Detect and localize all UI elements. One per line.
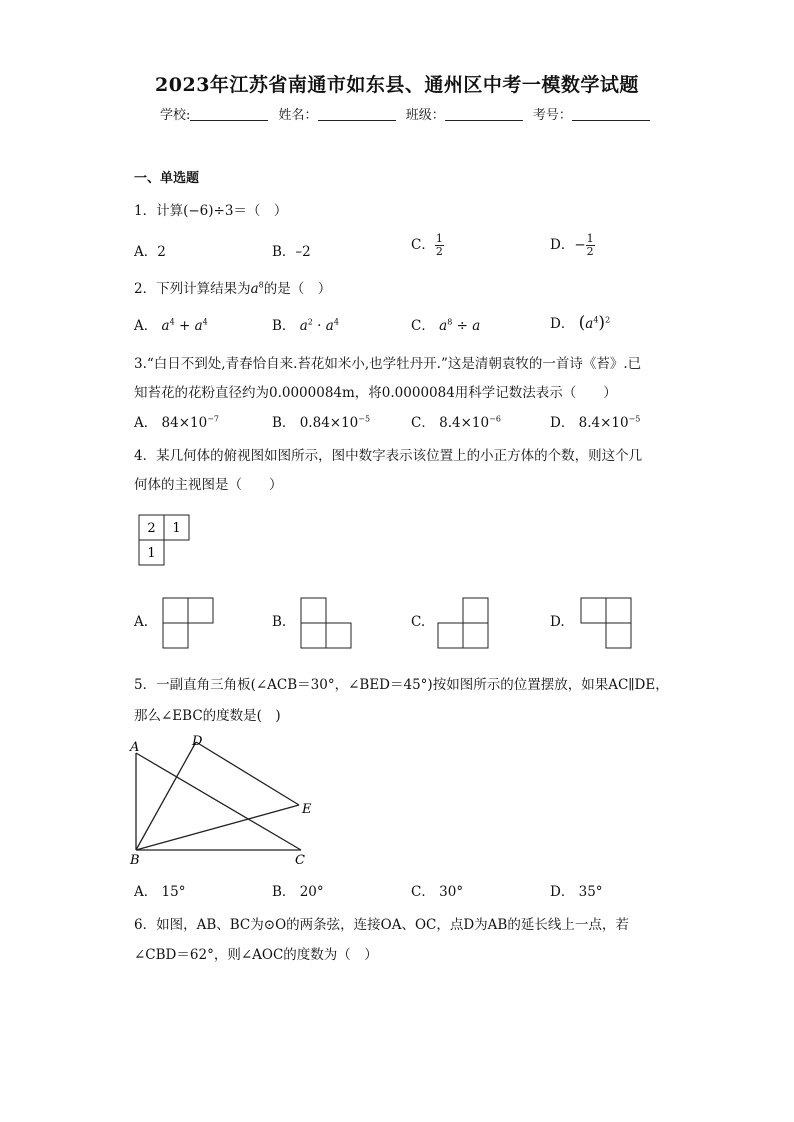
segment-be: [136, 805, 299, 850]
q3-option-d: D． $8.4\times 10^{-5}$: [550, 414, 641, 431]
q2-option-b: B． $a^2 \cdot a^4$: [272, 317, 339, 334]
point-d-label: D: [192, 734, 203, 749]
name-label: 姓名：: [278, 108, 318, 123]
point-a-label: A: [130, 740, 140, 755]
q1-option-a: A．2: [134, 244, 166, 260]
q3-option-c: C． $8.4\times 10^{-6}$: [411, 414, 501, 431]
question-3-line-2: 知苔花的花粉直径约为0.0000084m，将0.0000084用科学记数法表示（ ）: [134, 385, 617, 401]
q1-option-b: B．–2: [272, 244, 311, 260]
q4-option-a-figure: [162, 597, 216, 649]
point-b-label: B: [130, 853, 140, 868]
q5-triangle-figure: [126, 732, 326, 868]
point-e-label: E: [302, 802, 312, 817]
question-4-line-1: 4．某几何体的俯视图如图所示，图中数字表示该位置上的小正方体的个数，则这个几: [134, 448, 643, 464]
q2-option-c: C． $a^8 \div a$: [411, 317, 481, 334]
q4-top-view-figure: [138, 514, 198, 566]
question-4-line-2: 何体的主视图是（ ）: [134, 477, 283, 493]
info-line: [160, 104, 656, 123]
question-6-line-1: 6．如图，AB、BC为⊙O的两条弦，连接OA、OC，点D为AB的延长线上一点，若: [134, 917, 629, 933]
q2-option-d: D． $(a^4)^2$: [550, 313, 611, 333]
page-title: 2023年江苏省南通市如东县、通州区中考一模数学试题: [155, 74, 639, 96]
top-view-count: 1: [147, 546, 156, 561]
q1-option-d: D．− $\frac{1}{2}$: [550, 232, 594, 258]
top-view-count: 1: [172, 521, 181, 536]
q4-option-b-label: B.: [272, 614, 287, 630]
school-label: 学校:: [160, 108, 191, 123]
q4-option-d-figure: [580, 597, 634, 649]
q4-option-d-label: D.: [550, 614, 565, 630]
question-2-stem: 2．下列计算结果为$a^8$的是（ ）: [134, 280, 332, 297]
question-5-line-1: 5．一副直角三角板(∠ACB＝30°，∠BED＝45°)按如图所示的位置摆放，如果AC∥DE，: [134, 677, 669, 693]
q4-option-c-label: C.: [411, 614, 426, 630]
q2-option-a: A． $a^4 + a^4$: [134, 317, 208, 334]
exam-no-blank: [572, 106, 650, 121]
question-3-line-1: 3.“白日不到处,青春恰自来.苔花如米小,也学牡丹开.”这是清朝袁牧的一首诗《苔》.已: [134, 356, 642, 372]
q3-option-b: B． $0.84\times 10^{-5}$: [272, 414, 371, 431]
question-1-stem: 1．计算(−6)÷3＝（ ）: [134, 203, 288, 219]
segment-de: [196, 742, 299, 805]
q4-option-c-figure: [437, 597, 491, 649]
point-c-label: C: [295, 853, 305, 868]
exam-no-label: 考号：: [532, 108, 572, 123]
q5-option-b: B． 20°: [272, 884, 324, 900]
q5-option-a: A． 15°: [134, 884, 186, 900]
name-blank: [318, 106, 396, 121]
q4-option-a-label: A.: [134, 614, 149, 630]
top-view-count: 2: [147, 521, 156, 536]
q5-option-d: D． 35°: [550, 884, 603, 900]
q4-option-b-figure: [300, 597, 354, 649]
q5-option-c: C． 30°: [411, 884, 464, 900]
question-6-line-2: ∠CBD＝62°，则∠AOC的度数为（ ）: [134, 947, 378, 963]
q3-option-a: A． $84\times 10^{-7}$: [134, 414, 220, 431]
segment-ac: [136, 753, 301, 850]
q1-option-c: C． $\frac{1}{2}$: [411, 232, 443, 258]
section-heading: 一、单选题: [134, 171, 200, 186]
question-5-line-2: 那么∠EBC的度数是( ): [134, 708, 281, 724]
class-blank: [445, 106, 523, 121]
school-blank: [190, 106, 268, 121]
class-label: 班级：: [405, 108, 445, 123]
